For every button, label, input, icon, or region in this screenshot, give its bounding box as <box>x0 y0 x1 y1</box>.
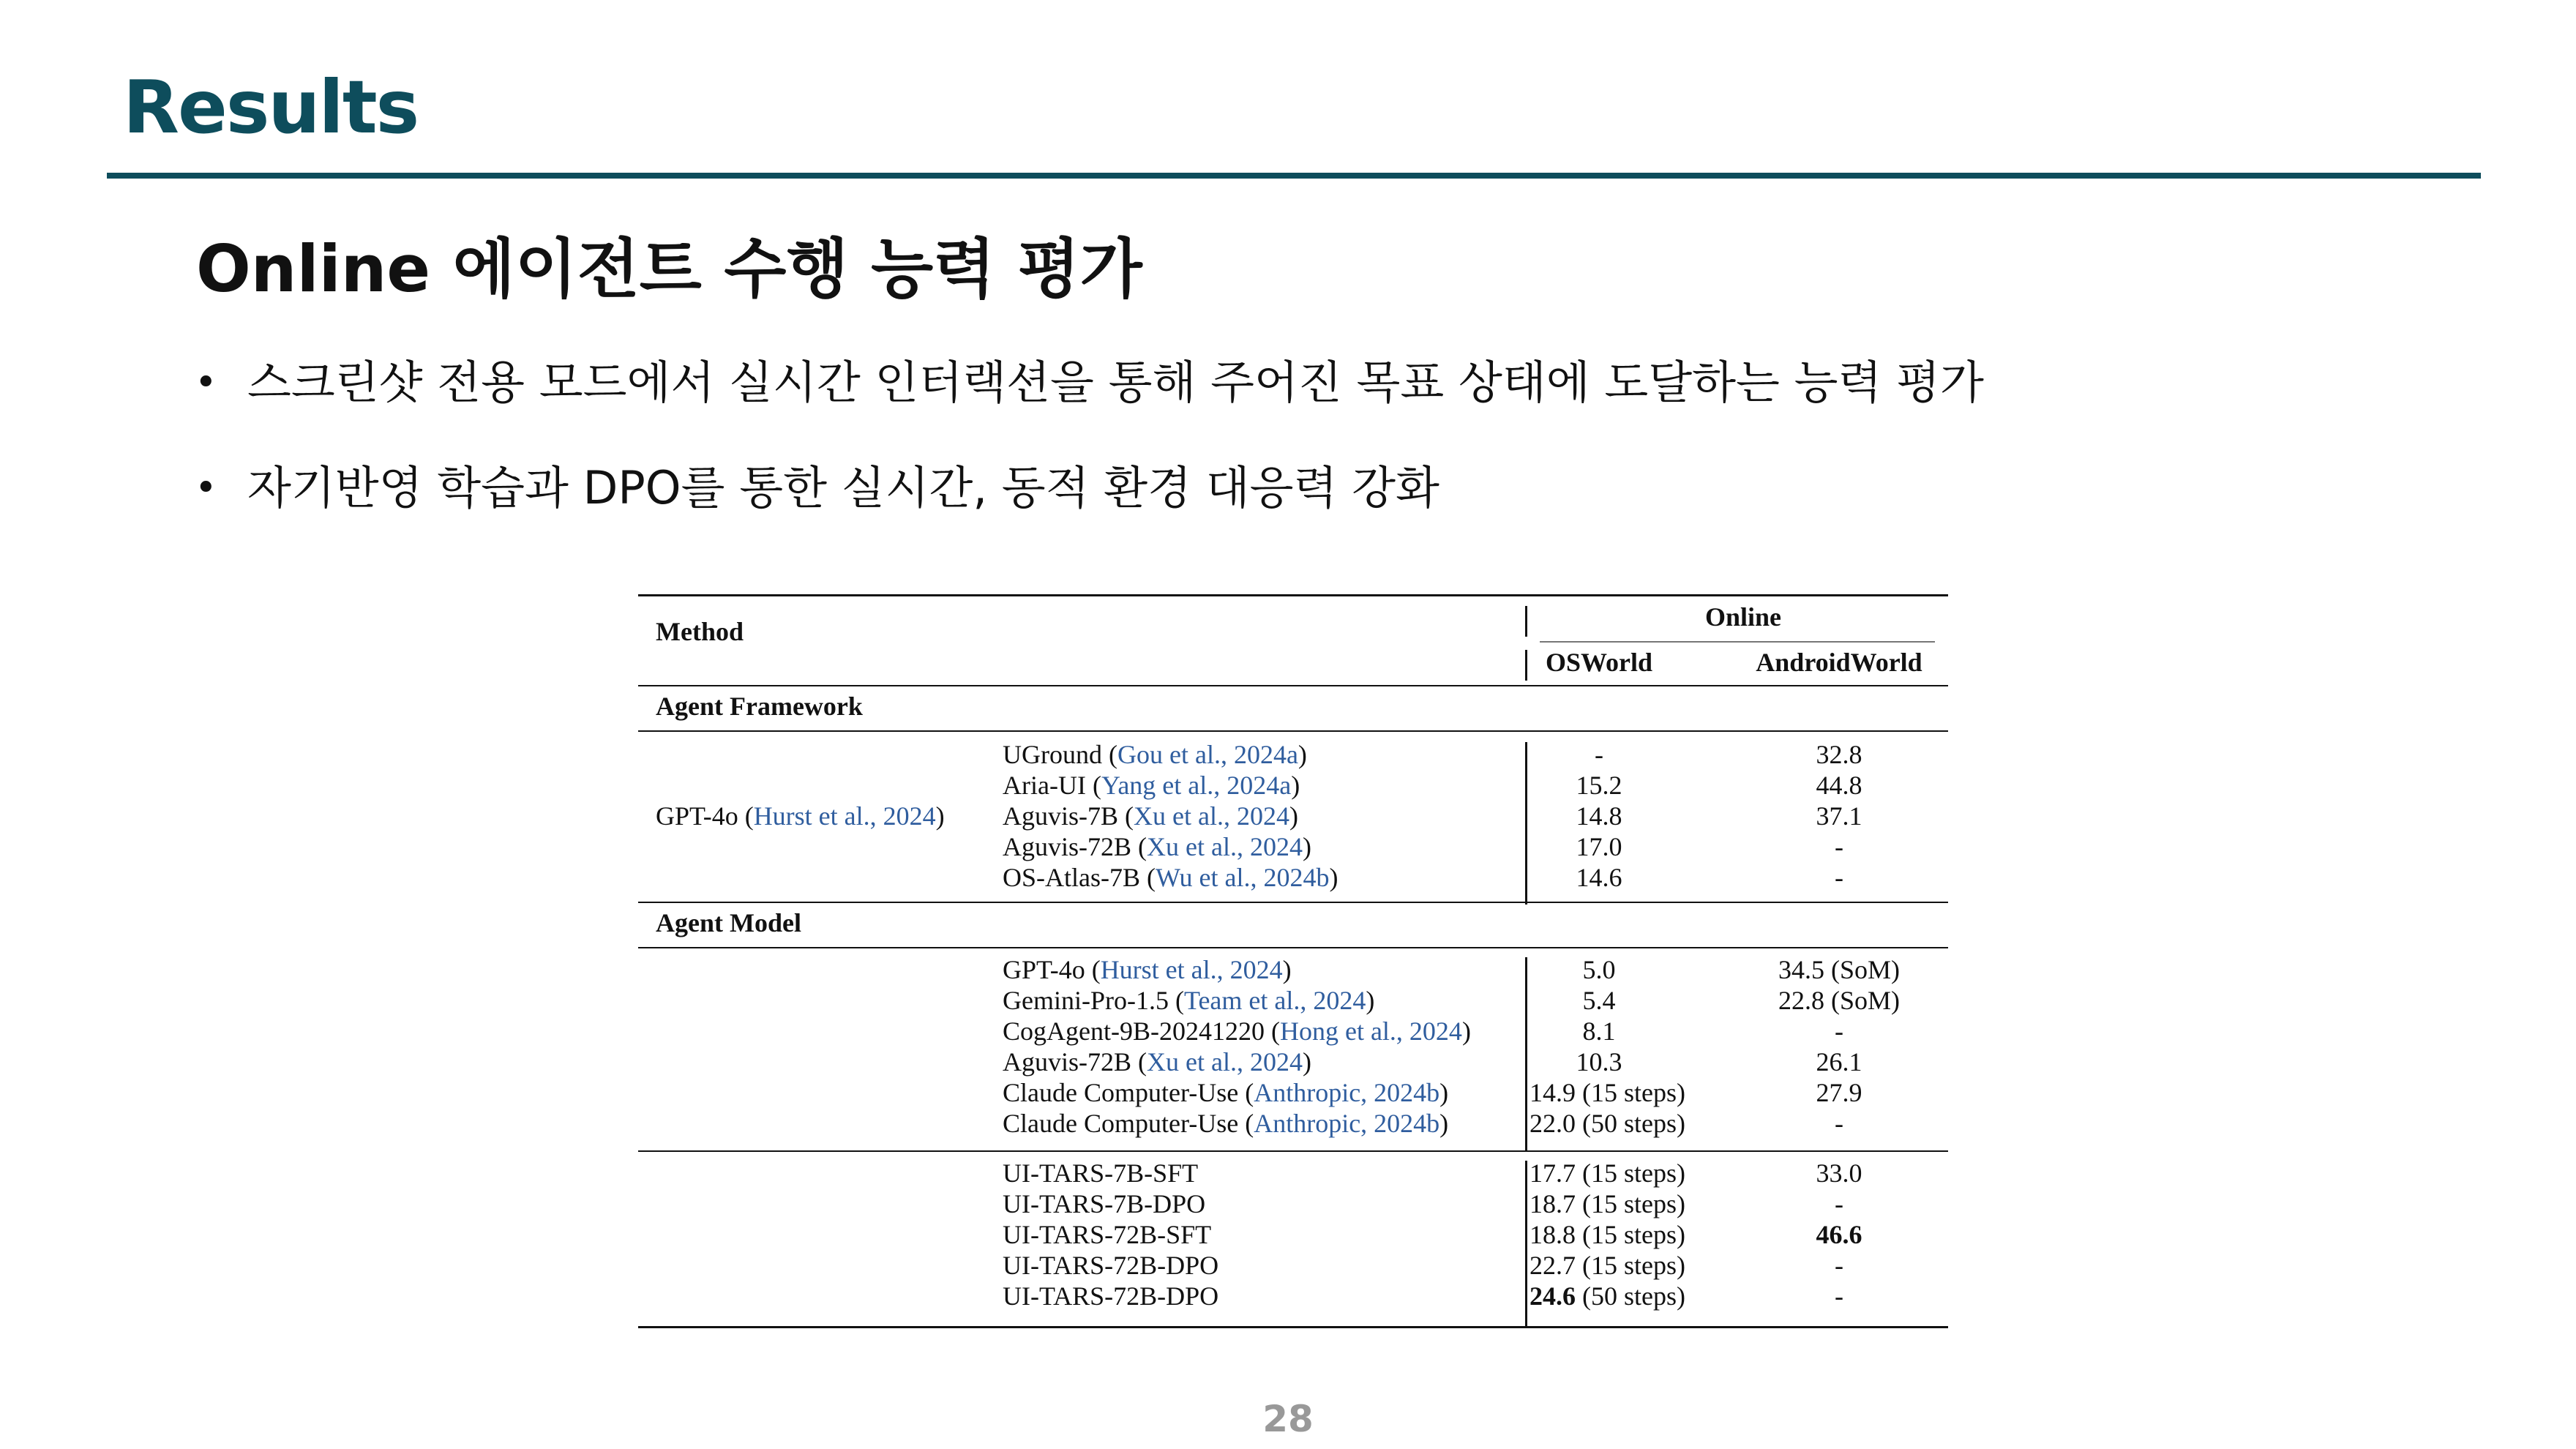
table-top-rule <box>638 594 1948 596</box>
osworld-value: 22.0 (50 steps) <box>1530 1109 1685 1138</box>
method-name-close: ) <box>1282 955 1292 984</box>
androidworld-value: 22.8 (SoM) <box>1778 986 1900 1015</box>
title-divider <box>107 173 2481 179</box>
method-cell <box>1003 954 1292 985</box>
method-name: Gemini-Pro-1.5 ( <box>1003 986 1184 1015</box>
androidworld-value: - <box>1835 1281 1843 1311</box>
header-bottom-rule <box>638 685 1948 686</box>
column-vline <box>1525 742 1527 905</box>
section-subtitle: Online 에이전트 수행 능력 평가 <box>196 231 1142 307</box>
androidworld-value: - <box>1835 1016 1843 1046</box>
header-osworld: OSWorld <box>1545 648 1653 677</box>
bullet-item <box>195 463 1984 514</box>
osworld-value: 18.7 (15 steps) <box>1530 1189 1685 1218</box>
androidworld-value: 26.1 <box>1816 1047 1862 1077</box>
method-name: Aguvis-72B ( <box>1003 832 1147 861</box>
method-name-close: ) <box>1461 1016 1471 1046</box>
method-cell: UI-TARS-7B-DPO <box>1003 1189 1206 1218</box>
column-vline <box>1525 1161 1527 1326</box>
method-cell: UI-TARS-72B-SFT <box>1003 1220 1212 1249</box>
method-name-close: ) <box>1302 1047 1311 1077</box>
section-rule <box>638 1150 1948 1152</box>
androidworld-value: 46.6 <box>1816 1220 1862 1249</box>
header-online-underline <box>1540 641 1935 643</box>
method-name-close: ) <box>1289 801 1298 831</box>
osworld-value: 22.7 (15 steps) <box>1530 1251 1685 1280</box>
header-online: Online <box>1704 602 1782 632</box>
bullet-list <box>195 357 1984 568</box>
method-cell <box>1003 1077 1448 1108</box>
osworld-value-rest: (50 steps) <box>1576 1281 1685 1311</box>
osworld-value: 14.6 <box>1576 863 1622 892</box>
method-name-close: ) <box>1302 832 1311 861</box>
method-cell <box>1003 770 1300 801</box>
method-cell <box>1003 1016 1471 1046</box>
osworld-value: 17.7 (15 steps) <box>1530 1158 1685 1188</box>
method-cell: UI-TARS-72B-DPO <box>1003 1251 1219 1280</box>
method-cell <box>1003 862 1338 893</box>
header-vline <box>1525 606 1527 637</box>
method-name-close: ) <box>1291 771 1300 800</box>
method-citation: Team et al., 2024 <box>1183 986 1366 1015</box>
osworld-value: 15.2 <box>1576 771 1622 800</box>
method-cell <box>1003 985 1374 1016</box>
bullet-text: 자기반영 학습과 DPO를 통한 실시간, 동적 환경 대응력 강화 <box>247 461 1439 514</box>
method-citation: Wu et al., 2024b <box>1156 863 1330 892</box>
bullet-icon: • <box>195 361 217 405</box>
method-name: UGround ( <box>1003 740 1117 769</box>
method-citation: Xu et al., 2024 <box>1147 832 1303 861</box>
osworld-value: 14.8 <box>1576 801 1622 831</box>
androidworld-value: 44.8 <box>1816 771 1862 800</box>
osworld-value: 5.4 <box>1582 986 1616 1015</box>
method-name: Aria-UI ( <box>1003 771 1101 800</box>
osworld-value: 10.3 <box>1576 1047 1622 1077</box>
method-cell: UI-TARS-7B-SFT <box>1003 1158 1199 1188</box>
androidworld-value: 34.5 (SoM) <box>1778 955 1900 984</box>
osworld-value-bold: 24.6 <box>1530 1281 1576 1311</box>
section-rule <box>638 902 1948 903</box>
method-name: GPT-4o ( <box>1003 955 1101 984</box>
bullet-text: 스크린샷 전용 모드에서 실시간 인터랙션을 통해 주어진 목표 상태에 도달하는 능력 평가 <box>247 356 1984 409</box>
slide-title: Results <box>123 64 419 150</box>
method-name: OS-Atlas-7B ( <box>1003 863 1156 892</box>
osworld-value: 18.8 (15 steps) <box>1530 1220 1685 1249</box>
androidworld-value: - <box>1835 1189 1843 1218</box>
header-method: Method <box>656 617 744 646</box>
method-citation: Yang et al., 2024a <box>1101 771 1292 800</box>
method-cell <box>1003 801 1298 831</box>
column-vline <box>1525 957 1527 1150</box>
androidworld-value: - <box>1835 1251 1843 1280</box>
method-citation: Xu et al., 2024 <box>1147 1047 1303 1077</box>
method-name-close: ) <box>1366 986 1375 1015</box>
header-vline <box>1525 650 1527 681</box>
androidworld-value: 33.0 <box>1816 1158 1862 1188</box>
method-name: Claude Computer-Use ( <box>1003 1078 1254 1107</box>
header-androidworld: AndroidWorld <box>1756 648 1922 677</box>
bullet-icon: • <box>195 466 217 510</box>
method-cell <box>1003 1108 1448 1139</box>
osworld-value: 14.9 (15 steps) <box>1530 1078 1685 1107</box>
osworld-value: 5.0 <box>1582 955 1616 984</box>
osworld-value: - <box>1595 740 1603 769</box>
osworld-value: 8.1 <box>1582 1016 1616 1046</box>
page-number: 28 <box>1262 1398 1314 1440</box>
method-cell <box>1003 1046 1311 1077</box>
androidworld-value: - <box>1835 863 1843 892</box>
method-name: Claude Computer-Use ( <box>1003 1109 1254 1138</box>
osworld-value <box>1530 1281 1685 1311</box>
method-name: Aguvis-72B ( <box>1003 1047 1147 1077</box>
androidworld-value: 27.9 <box>1816 1078 1862 1107</box>
method-name-close: ) <box>1329 863 1338 892</box>
section-rule <box>638 730 1948 732</box>
framework-base-model: GPT-4o (Hurst et al., 2024) <box>656 801 945 831</box>
table-bottom-rule <box>638 1326 1948 1328</box>
section-agent-model: Agent Model <box>656 908 801 937</box>
method-citation: Gou et al., 2024a <box>1117 740 1298 769</box>
method-citation: Hong et al., 2024 <box>1279 1016 1462 1046</box>
method-name-close: ) <box>1439 1109 1449 1138</box>
method-cell <box>1003 739 1307 770</box>
method-name-close: ) <box>1439 1078 1449 1107</box>
method-citation: Xu et al., 2024 <box>1134 801 1289 831</box>
method-cell: UI-TARS-72B-DPO <box>1003 1281 1219 1311</box>
method-name: Aguvis-7B ( <box>1003 801 1134 831</box>
method-citation: Anthropic, 2024b <box>1254 1078 1440 1107</box>
androidworld-value: 32.8 <box>1816 740 1862 769</box>
method-citation: Hurst et al., 2024 <box>1100 955 1283 984</box>
method-name: CogAgent-9B-20241220 ( <box>1003 1016 1280 1046</box>
method-name-close: ) <box>1298 740 1307 769</box>
androidworld-value: 37.1 <box>1816 801 1862 831</box>
method-citation: Anthropic, 2024b <box>1254 1109 1440 1138</box>
androidworld-value: - <box>1835 1109 1843 1138</box>
osworld-value: 17.0 <box>1576 832 1622 861</box>
section-agent-framework: Agent Framework <box>656 692 863 721</box>
bullet-item <box>195 357 1984 408</box>
method-cell <box>1003 831 1311 862</box>
androidworld-value: - <box>1835 832 1843 861</box>
section-rule <box>638 947 1948 948</box>
